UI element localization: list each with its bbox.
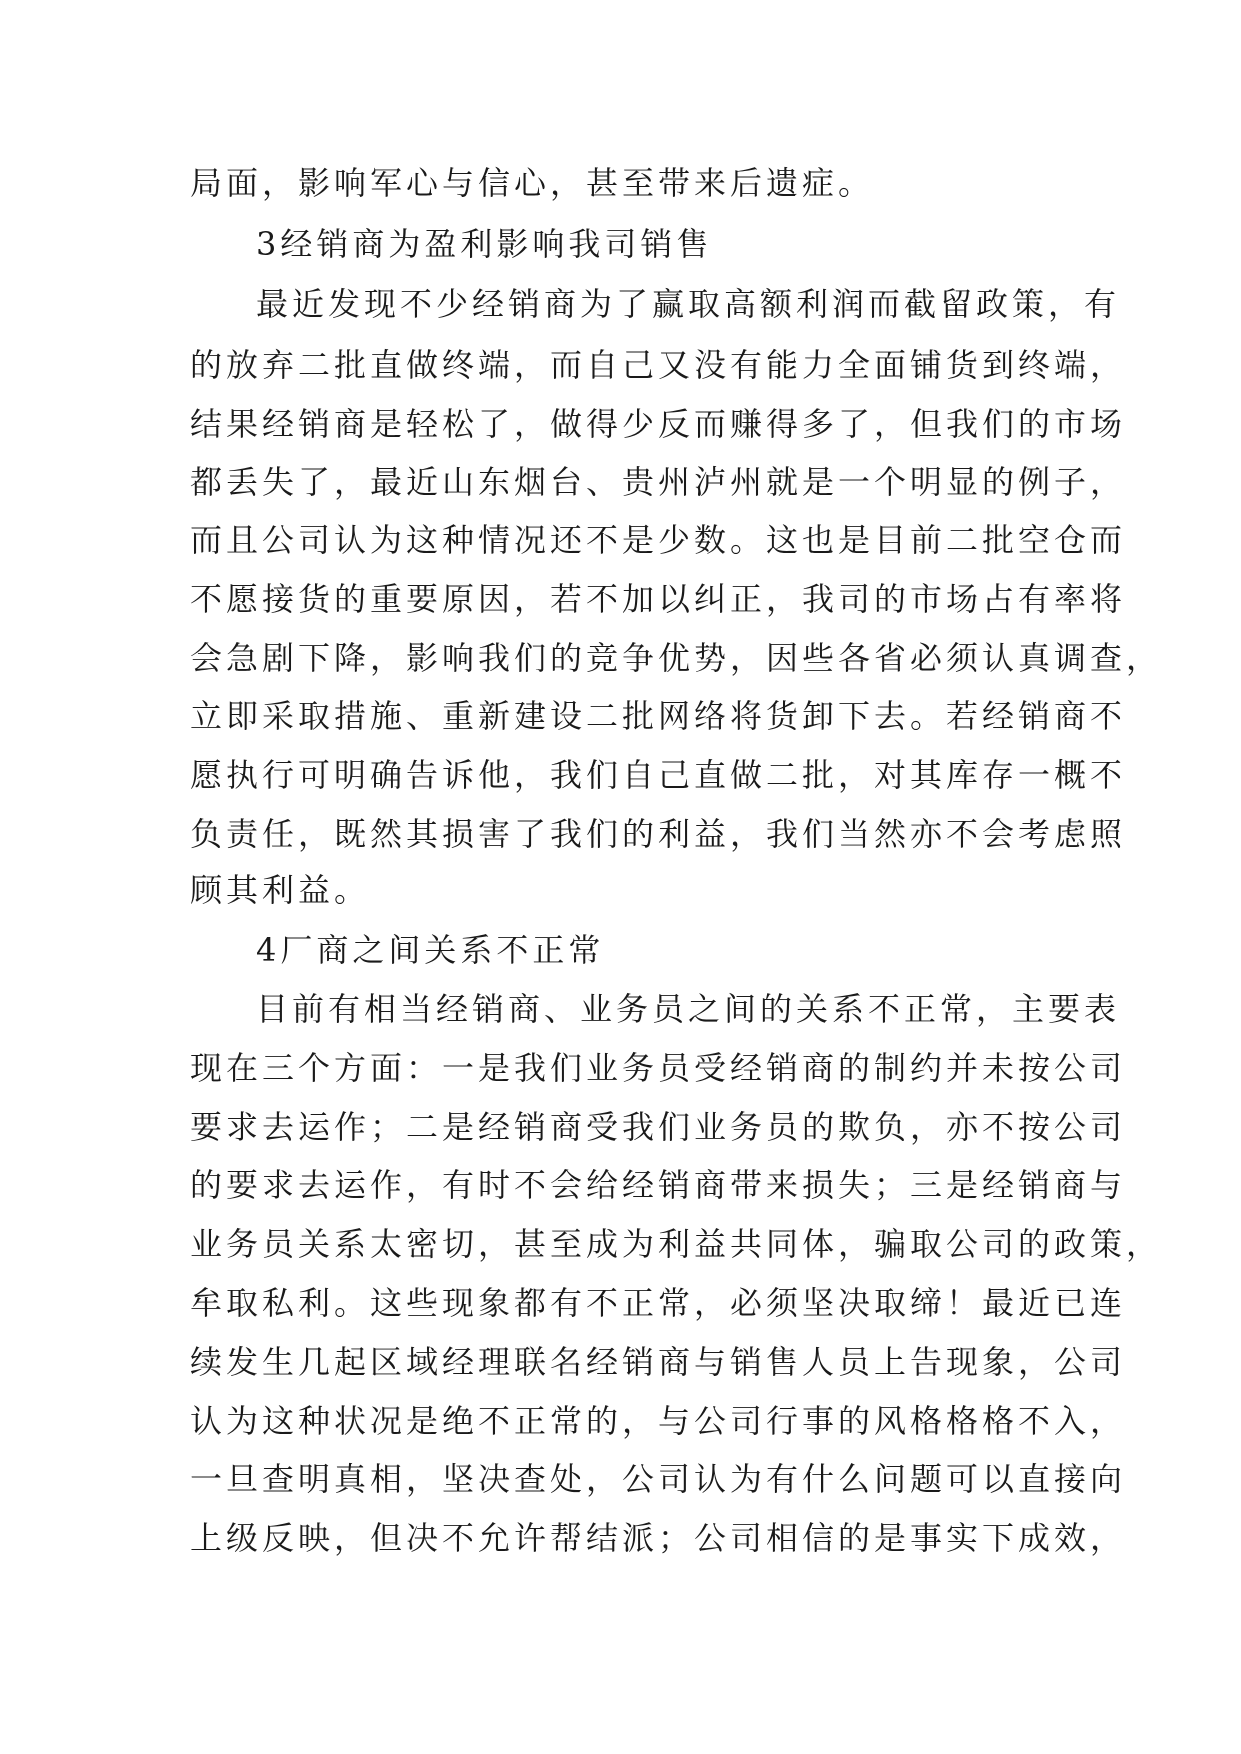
paragraph-line: 牟取私利。这些现象都有不正常，必须坚决取缔！最近已连 [190,1284,1127,1322]
paragraph-line: 现在三个方面：一是我们业务员受经销商的制约并未按公司 [190,1049,1127,1087]
section-heading: 4厂商之间关系不正常 [256,931,605,969]
paragraph-line: 目前有相当经销商、业务员之间的关系不正常，主要表 [256,990,1121,1028]
paragraph-line: 立即采取措施、重新建设二批网络将货卸下去。若经销商不 [190,697,1127,735]
paragraph-line: 一旦查明真相，坚决查处，公司认为有什么问题可以直接向 [190,1460,1127,1498]
paragraph-line: 愿执行可明确告诉他，我们自己直做二批，对其库存一概不 [190,756,1127,794]
paragraph-line: 上级反映，但决不允许帮结派；公司相信的是事实下成效， [190,1519,1127,1557]
paragraph-line: 会急剧下降，影响我们的竞争优势，因些各省必须认真调查， [190,639,1163,677]
paragraph-line: 顾其利益。 [190,871,371,909]
paragraph-line: 负责任，既然其损害了我们的利益，我们当然亦不会考虑照 [190,815,1127,853]
paragraph-line: 最近发现不少经销商为了赢取高额利润而截留政策，有 [256,285,1121,323]
paragraph-line: 业务员关系太密切，甚至成为利益共同体，骗取公司的政策， [190,1225,1163,1263]
paragraph-line: 的要求去运作，有时不会给经销商带来损失；三是经销商与 [190,1166,1127,1204]
paragraph-line: 都丢失了，最近山东烟台、贵州泸州就是一个明显的例子， [190,463,1127,501]
paragraph-line: 认为这种状况是绝不正常的，与公司行事的风格格格不入， [190,1402,1127,1440]
paragraph-line: 续发生几起区域经理联名经销商与销售人员上告现象，公司 [190,1343,1127,1381]
paragraph-line: 而且公司认为这种情况还不是少数。这也是目前二批空仓而 [190,521,1127,559]
section-heading: 3经销商为盈利影响我司销售 [256,225,713,263]
paragraph-line: 局面，影响军心与信心，甚至带来后遗症。 [190,164,875,202]
paragraph-line: 要求去运作；二是经销商受我们业务员的欺负，亦不按公司 [190,1108,1127,1146]
paragraph-line: 结果经销商是轻松了，做得少反而赚得多了，但我们的市场 [190,405,1127,443]
paragraph-line: 不愿接货的重要原因，若不加以纠正，我司的市场占有率将 [190,580,1127,618]
paragraph-line: 的放弃二批直做终端，而自己又没有能力全面铺货到终端， [190,346,1127,384]
